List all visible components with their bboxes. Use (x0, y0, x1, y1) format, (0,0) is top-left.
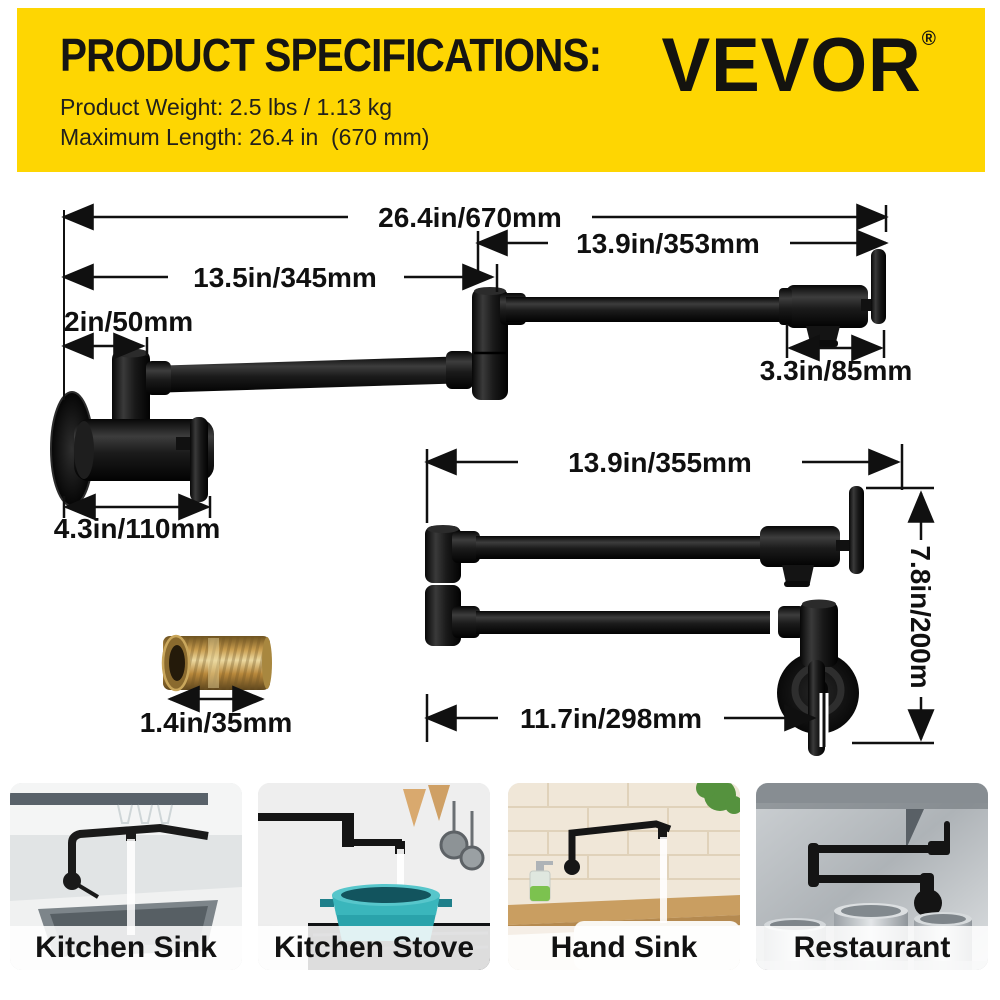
bottom-arm-collar (452, 606, 480, 638)
folded-handle-pin (836, 540, 851, 551)
elbow-cap (802, 600, 836, 609)
folded-spout-aerator (784, 581, 810, 587)
gallery-card-restaurant (756, 783, 988, 970)
gallery-label-restaurant: Restaurant (756, 926, 988, 970)
right-elbow-body (800, 601, 838, 667)
lower-arm-collar-right (446, 351, 473, 389)
top-arm-collar (452, 531, 480, 563)
folded-spout (782, 565, 814, 583)
dim-lower-arm: 13.5in/345mm (193, 262, 377, 293)
product-weight-line: Product Weight: 2.5 lbs / 1.13 kg (60, 94, 392, 120)
gallery-label-hand-sink: Hand Sink (508, 926, 740, 970)
spout-block-collar (779, 288, 792, 325)
spout-block (786, 285, 868, 328)
dim-upper-arm: 13.9in/353mm (576, 228, 760, 259)
upper-arm-tube (506, 297, 796, 322)
dim-mount-height: 4.3in/110mm (53, 513, 221, 544)
application-gallery (0, 783, 1000, 970)
valve-cap (74, 421, 94, 479)
brass-fitting (163, 636, 272, 690)
lower-arm-tube (148, 356, 472, 393)
spout-handle-rod (871, 249, 886, 324)
lower-arm-collar-left (146, 361, 171, 395)
fitting-end (262, 637, 272, 689)
dim-spout-section: 3.3in/85mm (759, 355, 913, 386)
top-arm-tube (476, 536, 768, 559)
spout-aerator (808, 340, 838, 347)
gallery-card-kitchen-sink (10, 783, 242, 970)
wall-shelf (756, 783, 988, 803)
gallery-label-kitchen-sink: Kitchen Sink (10, 926, 242, 970)
water-stream (660, 837, 667, 923)
fitting-bore (169, 645, 185, 681)
registered-mark: ® (921, 28, 937, 50)
dim-lower-reach: 11.7in/298mm (519, 703, 703, 734)
dim-wall-offset: 2in/50mm (64, 306, 194, 337)
dim-folded-height: 7.8in/200m (905, 545, 936, 689)
shelf-shadow (756, 803, 988, 809)
wall-shelf (10, 793, 208, 805)
joint-cap (474, 287, 506, 295)
dim-folded-width: 13.9in/355mm (568, 447, 752, 478)
spout (806, 326, 840, 342)
page-title: PRODUCT SPECIFICATIONS: (60, 29, 602, 81)
water-stream (127, 839, 135, 935)
folded-handle-rod (849, 486, 864, 574)
elbow-cap (114, 349, 148, 358)
gallery-card-kitchen-stove (258, 783, 490, 970)
dim-overall-length: 26.4in/670mm (378, 202, 562, 233)
folded-spout-block (760, 526, 840, 567)
elbow-cap (427, 525, 459, 533)
valve-handle-rod (190, 417, 208, 502)
gallery-card-hand-sink (508, 783, 740, 970)
brand-logo-text: VEVOR (661, 23, 922, 108)
bottom-arm-tube (476, 611, 770, 634)
maximum-length-line: Maximum Length: 26.4 in (670 mm) (60, 124, 430, 150)
fitting-band (208, 638, 219, 688)
dim-fitting-length: 1.4in/35mm (139, 707, 293, 738)
gallery-label-kitchen-stove: Kitchen Stove (258, 926, 490, 970)
